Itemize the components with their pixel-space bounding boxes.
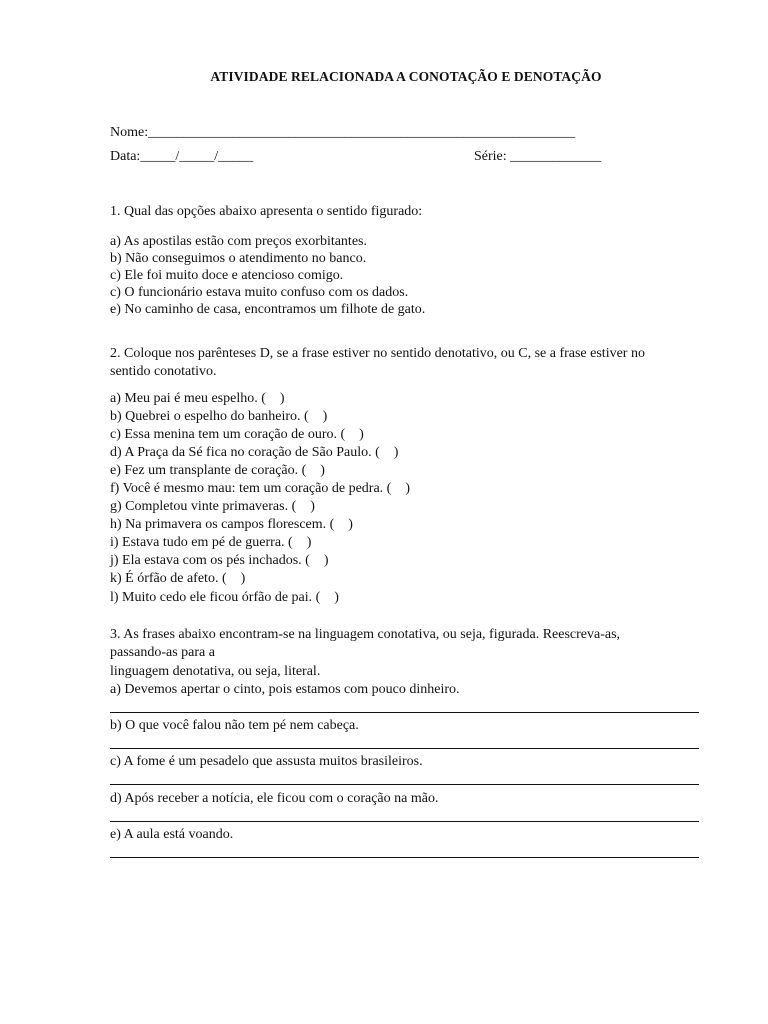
name-field[interactable]: Nome:_____________________________________________________________ <box>110 125 576 140</box>
q1-option: a) As apostilas estão com preços exorbitantes. <box>110 234 367 249</box>
q3-prompt-line1: 3. As frases abaixo encontram-se na linguagem conotativa, ou seja, figurada. Reescreva-as, <box>110 627 621 642</box>
q2-item: d) A Praça da Sé fica no coração de São Paulo. ( ) <box>110 445 399 460</box>
q2-item: a) Meu pai é meu espelho. ( ) <box>110 391 285 406</box>
q2-prompt-line2: sentido conotativo. <box>110 364 217 379</box>
date-field[interactable]: Data:_____/_____/_____ <box>110 149 254 164</box>
q2-item: g) Completou vinte primaveras. ( ) <box>110 499 315 514</box>
q2-item: l) Muito cedo ele ficou órfão de pai. ( ) <box>110 590 339 605</box>
q1-option: c) O funcionário estava muito confuso com os dados. <box>110 285 409 300</box>
answer-line[interactable] <box>110 748 699 749</box>
grade-field[interactable]: Série: _____________ <box>474 149 602 164</box>
q3-item: a) Devemos apertar o cinto, pois estamos com pouco dinheiro. <box>110 682 460 697</box>
page-title: ATIVIDADE RELACIONADA A CONOTAÇÃO E DENOTAÇÃO <box>210 69 602 84</box>
q2-item: e) Fez um transplante de coração. ( ) <box>110 463 325 478</box>
q2-item: i) Estava tudo em pé de guerra. ( ) <box>110 535 312 550</box>
q3-item: d) Após receber a notícia, ele ficou com o coração na mão. <box>110 791 439 806</box>
q2-item: j) Ela estava com os pés inchados. ( ) <box>110 553 329 568</box>
q2-item: k) É órfão de afeto. ( ) <box>110 571 246 586</box>
q2-item: b) Quebrei o espelho do banheiro. ( ) <box>110 409 328 424</box>
q2-prompt-line1: 2. Coloque nos parênteses D, se a frase estiver no sentido denotativo, ou C, se a frase estiver no <box>110 346 645 361</box>
q2-item: h) Na primavera os campos florescem. ( ) <box>110 517 353 532</box>
answer-line[interactable] <box>110 821 699 822</box>
q2-item: f) Você é mesmo mau: tem um coração de pedra. ( ) <box>110 481 410 496</box>
q2-item: c) Essa menina tem um coração de ouro. ( ) <box>110 427 364 442</box>
q3-prompt-line3: linguagem denotativa, ou seja, literal. <box>110 664 321 679</box>
q3-prompt-line2: passando-as para a <box>110 645 215 660</box>
q3-item: e) A aula está voando. <box>110 827 234 842</box>
answer-line[interactable] <box>110 857 699 858</box>
q3-item: c) A fome é um pesadelo que assusta muitos brasileiros. <box>110 754 423 769</box>
q1-option: b) Não conseguimos o atendimento no banco. <box>110 251 367 266</box>
answer-line[interactable] <box>110 712 699 713</box>
q1-prompt: 1. Qual das opções abaixo apresenta o sentido figurado: <box>110 204 423 219</box>
q1-option: c) Ele foi muito doce e atencioso comigo. <box>110 268 344 283</box>
q1-option: e) No caminho de casa, encontramos um filhote de gato. <box>110 302 426 317</box>
q3-item: b) O que você falou não tem pé nem cabeça. <box>110 718 359 733</box>
answer-line[interactable] <box>110 784 699 785</box>
